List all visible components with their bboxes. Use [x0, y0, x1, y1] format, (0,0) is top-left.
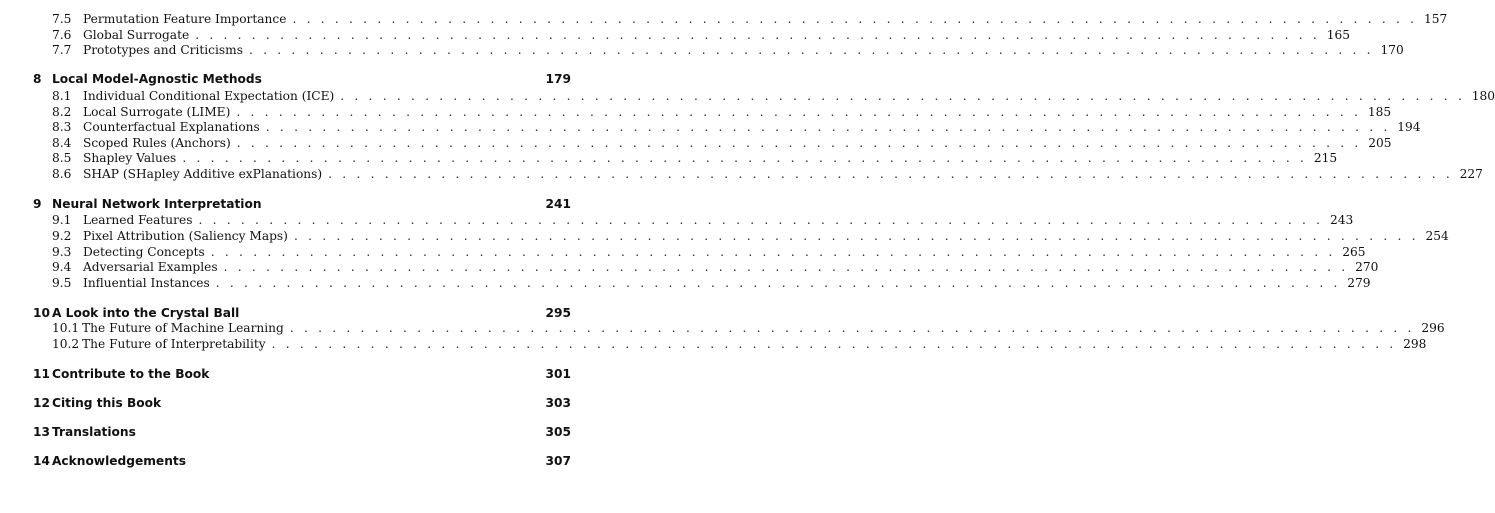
toc-entry-page-number[interactable]: 179: [545, 72, 571, 86]
toc-chapter-row[interactable]: [0, 453, 595, 469]
toc-entry-title[interactable]: Individual Conditional Expectation (ICE): [83, 89, 335, 103]
toc-entry-title[interactable]: Pixel Attribution (Saliency Maps): [83, 229, 288, 243]
toc-chapter-row[interactable]: [0, 424, 595, 440]
toc-entry-page-number[interactable]: 301: [545, 367, 571, 381]
toc-entry-page-number[interactable]: 265: [1342, 245, 1366, 259]
toc-section-row[interactable]: [0, 150, 1338, 166]
toc-section-row[interactable]: [0, 135, 1392, 151]
toc-entry-number: 9.5: [52, 276, 72, 290]
toc-entry-number: 9.3: [52, 245, 72, 259]
toc-chapter-row[interactable]: [0, 395, 595, 411]
toc-entry-title[interactable]: Acknowledgements: [52, 454, 186, 468]
toc-section-row[interactable]: [0, 336, 1427, 352]
toc-entry-page-number[interactable]: 303: [545, 396, 571, 410]
toc-section-row[interactable]: [0, 88, 1495, 104]
toc-section-row[interactable]: [0, 228, 1449, 244]
toc-entry-page-number[interactable]: 305: [545, 425, 571, 439]
toc-dot-leader: . . . . . . . . . . . . . . . . . . . . . . . . . . . . . . . . . . . . . . . . . . . . . . . . . . . . . . . . . . . . . . . . . . . . . . . . . . . . . . . .: [265, 120, 1391, 134]
toc-entry-title[interactable]: Counterfactual Explanations: [83, 120, 260, 134]
toc-section-row[interactable]: [0, 11, 1448, 27]
toc-section-row[interactable]: [0, 259, 1379, 275]
toc-entry-number: 10.2: [52, 337, 80, 351]
toc-entry-page-number[interactable]: 295: [545, 306, 571, 320]
toc-section-row[interactable]: [0, 244, 1366, 260]
toc-section-row[interactable]: [0, 42, 1404, 58]
toc-dot-leader: . . . . . . . . . . . . . . . . . . . . . . . . . . . . . . . . . . . . . . . . . . . . . . . . . . . . . . . . . . . . . . . . . . . . . . . . . . . . . . . .: [195, 28, 1320, 42]
toc-entry-page-number[interactable]: 298: [1403, 337, 1427, 351]
toc-entry-number: 9.4: [52, 260, 72, 274]
toc-entry-title[interactable]: Citing this Book: [52, 396, 162, 410]
toc-entry-number: 9.1: [52, 213, 72, 227]
toc-chapter-row[interactable]: [0, 196, 595, 212]
toc-entry-title[interactable]: Shapley Values: [83, 151, 177, 165]
toc-section-row[interactable]: [0, 104, 1392, 120]
toc-section-row[interactable]: [0, 166, 1483, 182]
toc-entry-title[interactable]: Adversarial Examples: [83, 260, 218, 274]
toc-dot-leader: . . . . . . . . . . . . . . . . . . . . . . . . . . . . . . . . . . . . . . . . . . . . . . . . . . . . . . . . . . . . . . . . . . . . . . . . . . . . . . . .: [198, 213, 1324, 227]
toc-chapter-row[interactable]: [0, 71, 595, 87]
toc-entry-page-number[interactable]: 227: [1459, 167, 1483, 181]
toc-entry-page-number[interactable]: 157: [1423, 12, 1448, 26]
toc-entry-title[interactable]: Scoped Rules (Anchors): [83, 136, 231, 150]
toc-entry-page-number[interactable]: 165: [1326, 28, 1350, 42]
toc-section-row[interactable]: [0, 27, 1350, 43]
toc-entry-page-number[interactable]: 254: [1425, 229, 1449, 243]
toc-entry-page-number[interactable]: 241: [545, 197, 571, 211]
toc-entry-title[interactable]: SHAP (SHapley Additive exPlanations): [83, 167, 323, 181]
toc-dot-leader: . . . . . . . . . . . . . . . . . . . . . . . . . . . . . . . . . . . . . . . . . . . . . . . . . . . . . . . . . . . . . . . . . . . . . . . . . . . . . . . .: [289, 321, 1415, 335]
toc-dot-leader: . . . . . . . . . . . . . . . . . . . . . . . . . . . . . . . . . . . . . . . . . . . . . . . . . . . . . . . . . . . . . . . . . . . . . . . . . . . . . . . .: [236, 105, 1362, 119]
toc-dot-leader: . . . . . . . . . . . . . . . . . . . . . . . . . . . . . . . . . . . . . . . . . . . . . . . . . . . . . . . . . . . . . . . . . . . . . . . . . . . . . . . .: [223, 260, 1349, 274]
toc-chapter-row[interactable]: [0, 366, 595, 382]
toc-dot-leader: . . . . . . . . . . . . . . . . . . . . . . . . . . . . . . . . . . . . . . . . . . . . . . . . . . . . . . . . . . . . . . . . . . . . . . . . . . . . . . . .: [236, 136, 1362, 150]
toc-dot-leader: . . . . . . . . . . . . . . . . . . . . . . . . . . . . . . . . . . . . . . . . . . . . . . . . . . . . . . . . . . . . . . . . . . . . . . . . . . . . . . . .: [271, 337, 1397, 351]
toc-entry-number: 8.5: [52, 151, 72, 165]
toc-entry-page-number[interactable]: 185: [1367, 105, 1392, 119]
toc-entry-title[interactable]: Detecting Concepts: [83, 245, 205, 259]
toc-entry-number: 9.2: [52, 229, 72, 243]
toc-entry-number: 8.6: [52, 167, 72, 181]
toc-entry-title[interactable]: Learned Features: [83, 213, 193, 227]
toc-entry-title[interactable]: Global Surrogate: [83, 28, 190, 42]
toc-entry-page-number[interactable]: 270: [1355, 260, 1379, 274]
toc-entry-number: 8.1: [52, 89, 72, 103]
toc-entry-page-number[interactable]: 194: [1397, 120, 1421, 134]
toc-entry-title[interactable]: The Future of Machine Learning: [82, 321, 284, 335]
toc-entry-page-number[interactable]: 170: [1380, 43, 1404, 57]
toc-dot-leader: . . . . . . . . . . . . . . . . . . . . . . . . . . . . . . . . . . . . . . . . . . . . . . . . . . . . . . . . . . . . . . . . . . . . . . . . . . . . . . . .: [248, 43, 1374, 57]
toc-entry-number: 8.3: [52, 120, 72, 134]
toc-entry-title[interactable]: Local Surrogate (LIME): [83, 105, 231, 119]
toc-section-row[interactable]: [0, 320, 1445, 336]
toc-entry-number: 10.1: [52, 321, 80, 335]
toc-entry-page-number[interactable]: 180: [1471, 89, 1495, 103]
toc-entry-title[interactable]: Influential Instances: [83, 276, 210, 290]
toc-section-row[interactable]: [0, 275, 1371, 291]
toc-entry-title[interactable]: Translations: [52, 425, 136, 439]
toc-dot-leader: . . . . . . . . . . . . . . . . . . . . . . . . . . . . . . . . . . . . . . . . . . . . . . . . . . . . . . . . . . . . . . . . . . . . . . . . . . . . . . . .: [215, 276, 1341, 290]
toc-entry-title[interactable]: The Future of Interpretability: [82, 337, 266, 351]
toc-entry-title[interactable]: Neural Network Interpretation: [52, 197, 262, 211]
toc-entry-number: 8.4: [52, 136, 72, 150]
toc-entry-number: 11: [33, 367, 50, 381]
toc-entry-number: 14: [33, 454, 50, 468]
toc-entry-title[interactable]: Permutation Feature Importance: [83, 12, 287, 26]
toc-dot-leader: . . . . . . . . . . . . . . . . . . . . . . . . . . . . . . . . . . . . . . . . . . . . . . . . . . . . . . . . . . . . . . . . . . . . . . . . . . . . . . . .: [328, 167, 1453, 181]
toc-entry-page-number[interactable]: 296: [1421, 321, 1445, 335]
toc-entry-number: 8.2: [52, 105, 72, 119]
toc-entry-title[interactable]: Contribute to the Book: [52, 367, 210, 381]
toc-entry-page-number[interactable]: 243: [1329, 213, 1354, 227]
toc-entry-title[interactable]: Prototypes and Criticisms: [83, 43, 243, 57]
toc-entry-page-number[interactable]: 279: [1347, 276, 1371, 290]
toc-entry-number: 7.7: [52, 43, 72, 57]
toc-entry-number: 7.5: [52, 12, 72, 26]
toc-dot-leader: . . . . . . . . . . . . . . . . . . . . . . . . . . . . . . . . . . . . . . . . . . . . . . . . . . . . . . . . . . . . . . . . . . . . . . . . . . . . . . . .: [292, 12, 1418, 26]
toc-dot-leader: . . . . . . . . . . . . . . . . . . . . . . . . . . . . . . . . . . . . . . . . . . . . . . . . . . . . . . . . . . . . . . . . . . . . . . . . . . . . . . . .: [340, 89, 1466, 103]
toc-dot-leader: . . . . . . . . . . . . . . . . . . . . . . . . . . . . . . . . . . . . . . . . . . . . . . . . . . . . . . . . . . . . . . . . . . . . . . . . . . . . . . . .: [182, 151, 1308, 165]
toc-entry-number: 7.6: [52, 28, 72, 42]
toc-chapter-row[interactable]: [0, 305, 595, 321]
toc-entry-page-number[interactable]: 215: [1313, 151, 1338, 165]
toc-entry-number: 9: [33, 197, 42, 211]
toc-section-row[interactable]: [0, 212, 1354, 228]
toc-entry-page-number[interactable]: 205: [1368, 136, 1392, 150]
toc-entry-number: 12: [33, 396, 50, 410]
toc-entry-number: 13: [33, 425, 50, 439]
toc-entry-number: 8: [33, 72, 42, 86]
toc-dot-leader: . . . . . . . . . . . . . . . . . . . . . . . . . . . . . . . . . . . . . . . . . . . . . . . . . . . . . . . . . . . . . . . . . . . . . . . . . . . . . . . .: [293, 229, 1419, 243]
toc-dot-leader: . . . . . . . . . . . . . . . . . . . . . . . . . . . . . . . . . . . . . . . . . . . . . . . . . . . . . . . . . . . . . . . . . . . . . . . . . . . . . . . .: [210, 245, 1336, 259]
toc-entry-title[interactable]: Local Model-Agnostic Methods: [52, 72, 262, 86]
toc-section-row[interactable]: [0, 119, 1421, 135]
toc-entry-number: 10: [33, 306, 50, 320]
toc-entry-title[interactable]: A Look into the Crystal Ball: [52, 306, 240, 320]
toc-entry-page-number[interactable]: 307: [545, 454, 571, 468]
